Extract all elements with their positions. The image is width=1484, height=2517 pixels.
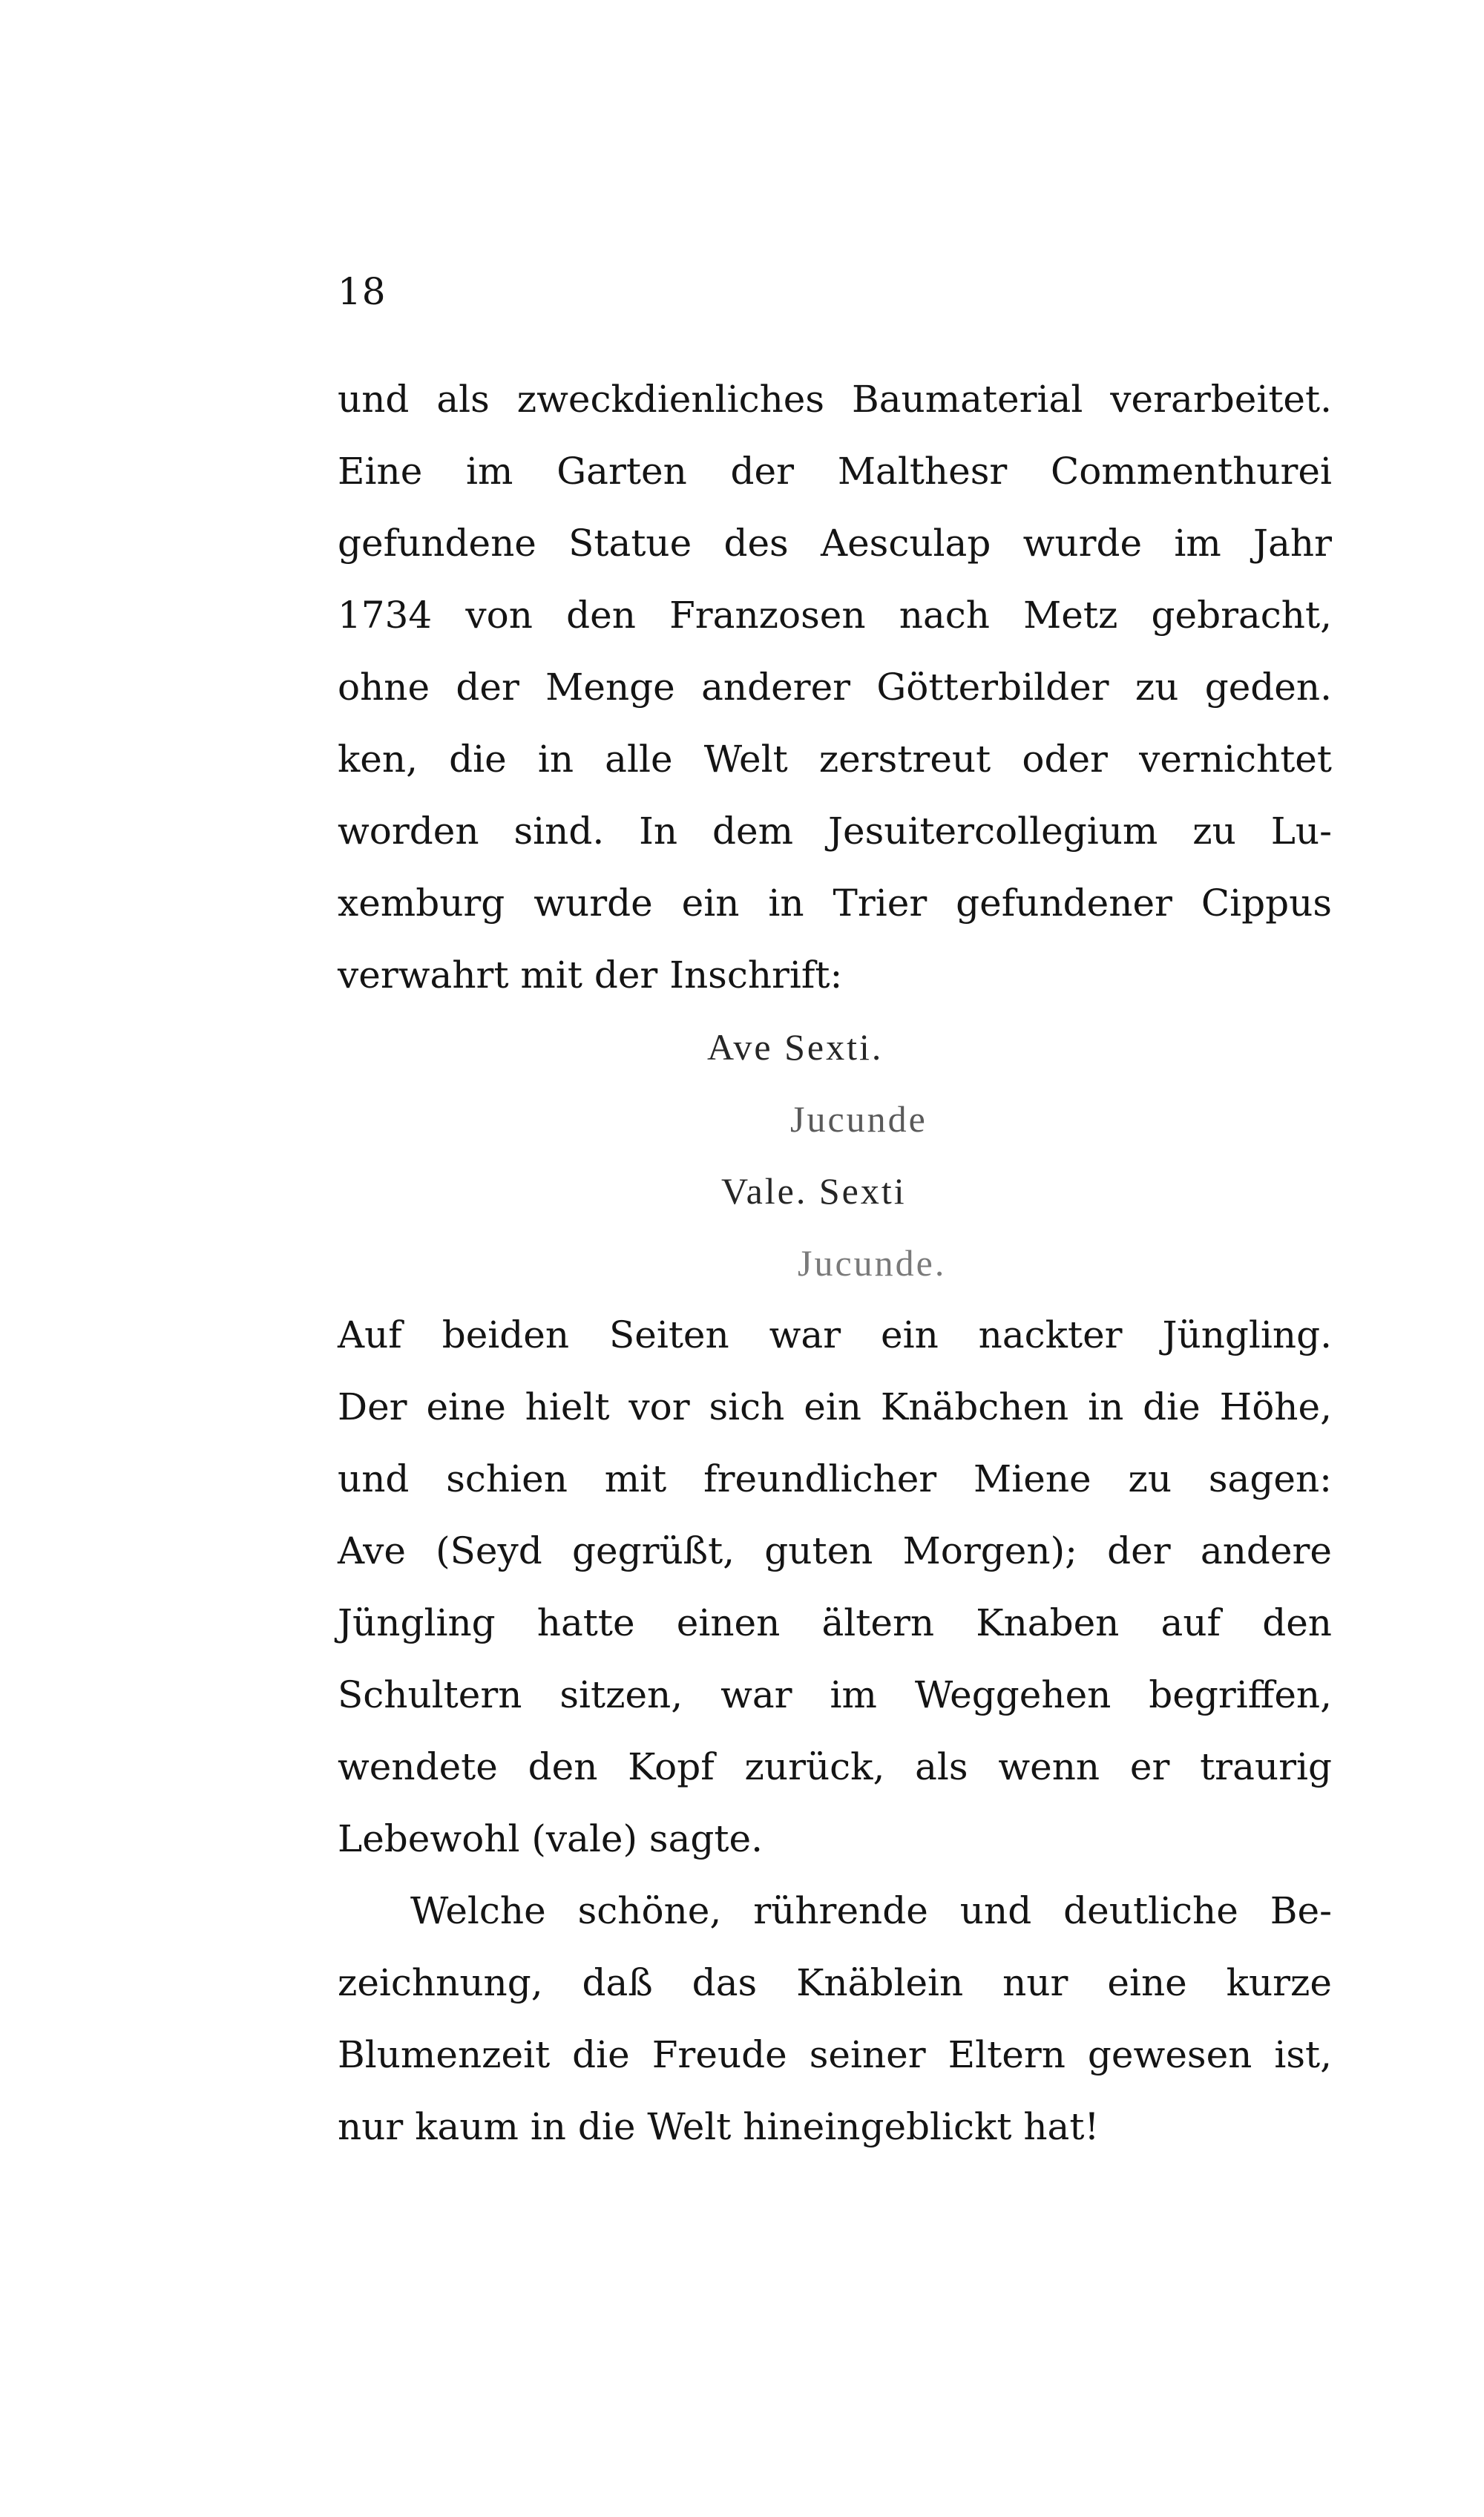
text-line: Auf beiden Seiten war ein nackter Jüngling. bbox=[338, 1313, 1332, 1356]
inscription-block bbox=[338, 1011, 1332, 1299]
text-line: Der eine hielt vor sich ein Knäbchen in die Höhe, bbox=[338, 1385, 1332, 1428]
paragraph-3 bbox=[338, 1875, 1332, 2163]
text-line: gefundene Statue des Aesculap wurde im Jahr bbox=[338, 522, 1332, 565]
text-line: und schien mit freundlicher Miene zu sagen: bbox=[338, 1457, 1332, 1500]
text-line: Welche schöne, rührende und deutliche Be- bbox=[410, 1889, 1332, 1932]
text-line: Ave (Seyd gegrüßt, guten Morgen); der andere bbox=[338, 1529, 1332, 1572]
inscription-line: Jucunde bbox=[790, 1098, 928, 1140]
text-line: Schultern sitzen, war im Weggehen begriffen, bbox=[338, 1673, 1332, 1716]
text-line: nur kaum in die Welt hineingeblickt hat! bbox=[338, 2105, 1100, 2148]
text-line: xemburg wurde ein in Trier gefundener Cippus bbox=[338, 882, 1332, 925]
text-line: verwahrt mit der Inschrift: bbox=[338, 954, 843, 997]
text-line: Eine im Garten der Malthesr Commenthurei bbox=[338, 450, 1332, 493]
paragraph-1 bbox=[338, 364, 1332, 1011]
page-body bbox=[338, 364, 1332, 2163]
text-line: Lebewohl (vale) sagte. bbox=[338, 1817, 763, 1860]
text-line: ken, die in alle Welt zerstreut oder vernichtet bbox=[338, 738, 1332, 781]
inscription-line: Vale. Sexti bbox=[721, 1170, 907, 1212]
page-number: 18 bbox=[338, 270, 387, 313]
paragraph-2 bbox=[338, 1299, 1332, 1875]
inscription-line: Ave Sexti. bbox=[707, 1026, 884, 1068]
text-line: worden sind. In dem Jesuitercollegium zu Lu- bbox=[338, 810, 1332, 853]
text-line: Jüngling hatte einen ältern Knaben auf den bbox=[338, 1601, 1332, 1644]
text-line: wendete den Kopf zurück, als wenn er traurig bbox=[338, 1745, 1332, 1788]
text-line: und als zweckdienliches Baumaterial verarbeitet. bbox=[338, 378, 1332, 421]
text-line: Blumenzeit die Freude seiner Eltern gewesen ist, bbox=[338, 2033, 1332, 2076]
text-line: zeichnung, daß das Knäblein nur eine kurze bbox=[338, 1961, 1332, 2004]
inscription-line: Jucunde. bbox=[798, 1242, 947, 1284]
text-line: 1734 von den Franzosen nach Metz gebracht, bbox=[338, 594, 1332, 637]
text-line: ohne der Menge anderer Götterbilder zu geden. bbox=[338, 666, 1332, 709]
